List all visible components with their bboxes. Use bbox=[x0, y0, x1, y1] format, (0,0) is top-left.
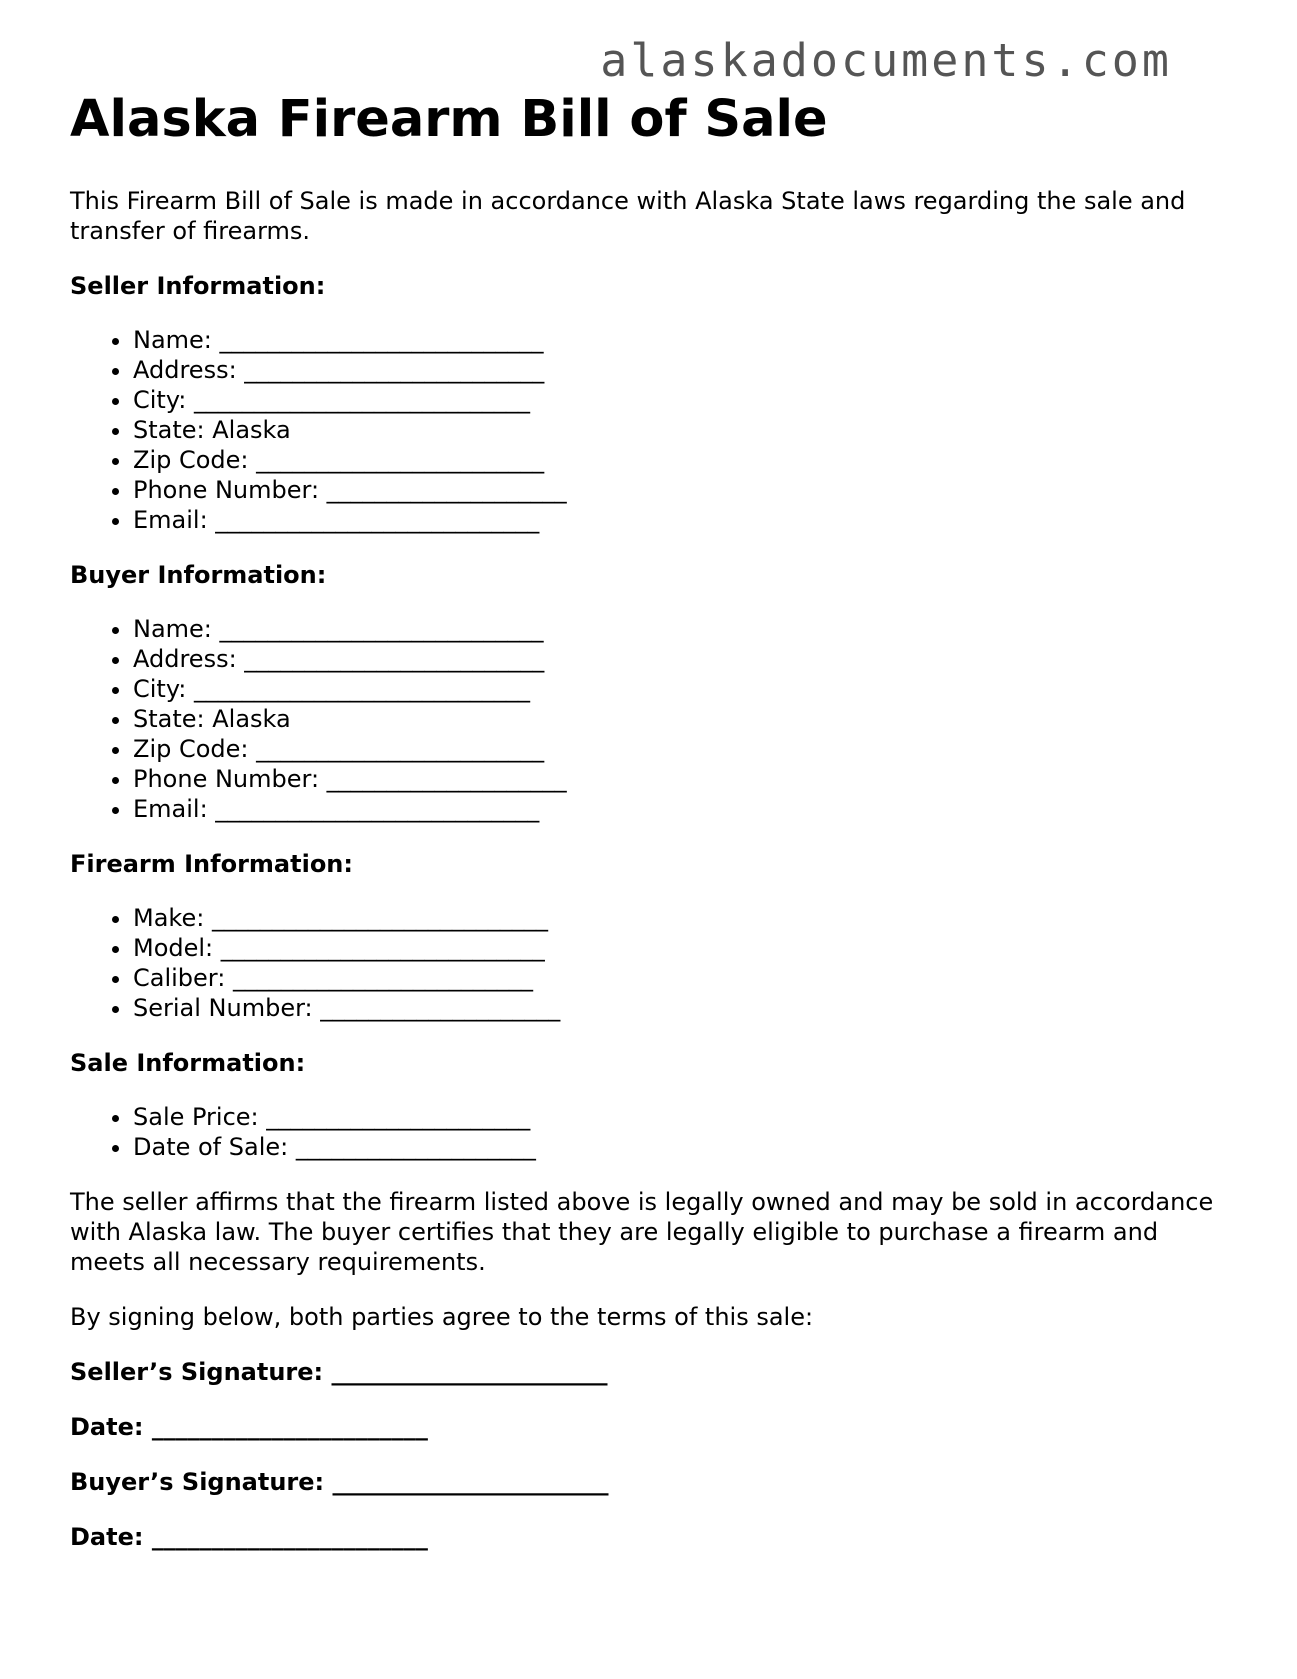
seller-fields-list bbox=[70, 325, 1230, 535]
firearm-caliber-field: • Caliber: _________________________ bbox=[133, 963, 1230, 993]
seller-state-field: • State: Alaska bbox=[133, 415, 1230, 445]
seller-date-line: Date: _______________________ bbox=[70, 1413, 428, 1441]
buyer-city-field: • City: ____________________________ bbox=[133, 674, 1230, 704]
firearm-model-field: • Model: ___________________________ bbox=[133, 933, 1230, 963]
buyer-fields-list bbox=[70, 614, 1230, 824]
sale-section-heading: Sale Information: bbox=[70, 1049, 306, 1077]
sale-price-field: • Sale Price: ______________________ bbox=[133, 1102, 1230, 1132]
buyer-email-field: • Email: ___________________________ bbox=[133, 794, 1230, 824]
buyer-zip-field: • Zip Code: ________________________ bbox=[133, 734, 1230, 764]
seller-signature-line: Seller’s Signature: _______________________ bbox=[70, 1358, 608, 1386]
seller-section-heading: Seller Information: bbox=[70, 272, 326, 300]
seller-phone-field: • Phone Number: ____________________ bbox=[133, 475, 1230, 505]
seller-name-field: • Name: ___________________________ bbox=[133, 325, 1230, 355]
buyer-signature-line: Buyer’s Signature: _______________________ bbox=[70, 1468, 609, 1496]
document-page bbox=[70, 88, 1230, 1577]
firearm-make-field: • Make: ____________________________ bbox=[133, 903, 1230, 933]
buyer-address-field: • Address: _________________________ bbox=[133, 644, 1230, 674]
sale-fields-list bbox=[70, 1102, 1230, 1162]
seller-email-field: • Email: ___________________________ bbox=[133, 505, 1230, 535]
agreement-paragraph: By signing below, both parties agree to the terms of this sale: bbox=[70, 1303, 814, 1331]
document-title: Alaska Firearm Bill of Sale bbox=[70, 90, 828, 149]
buyer-date-line: Date: _______________________ bbox=[70, 1523, 428, 1551]
firearm-fields-list bbox=[70, 903, 1230, 1023]
sale-date-field: • Date of Sale: ____________________ bbox=[133, 1132, 1230, 1162]
intro-paragraph: This Firearm Bill of Sale is made in accordance with Alaska State laws regarding the sale and transfer of firearms. bbox=[70, 187, 1186, 245]
seller-address-field: • Address: _________________________ bbox=[133, 355, 1230, 385]
buyer-name-field: • Name: ___________________________ bbox=[133, 614, 1230, 644]
buyer-section-heading: Buyer Information: bbox=[70, 561, 327, 589]
seller-zip-field: • Zip Code: ________________________ bbox=[133, 445, 1230, 475]
buyer-phone-field: • Phone Number: ____________________ bbox=[133, 764, 1230, 794]
buyer-state-field: • State: Alaska bbox=[133, 704, 1230, 734]
firearm-section-heading: Firearm Information: bbox=[70, 850, 353, 878]
firearm-serial-field: • Serial Number: ____________________ bbox=[133, 993, 1230, 1023]
site-watermark: alaskadocuments.com bbox=[600, 34, 1172, 87]
seller-city-field: • City: ____________________________ bbox=[133, 385, 1230, 415]
affirmation-paragraph: The seller affirms that the firearm listed above is legally owned and may be sold in accordance with Alaska law. The buyer certifies that they are legally eligible to purchase a firearm and meets all necessary requirements. bbox=[70, 1188, 1214, 1276]
